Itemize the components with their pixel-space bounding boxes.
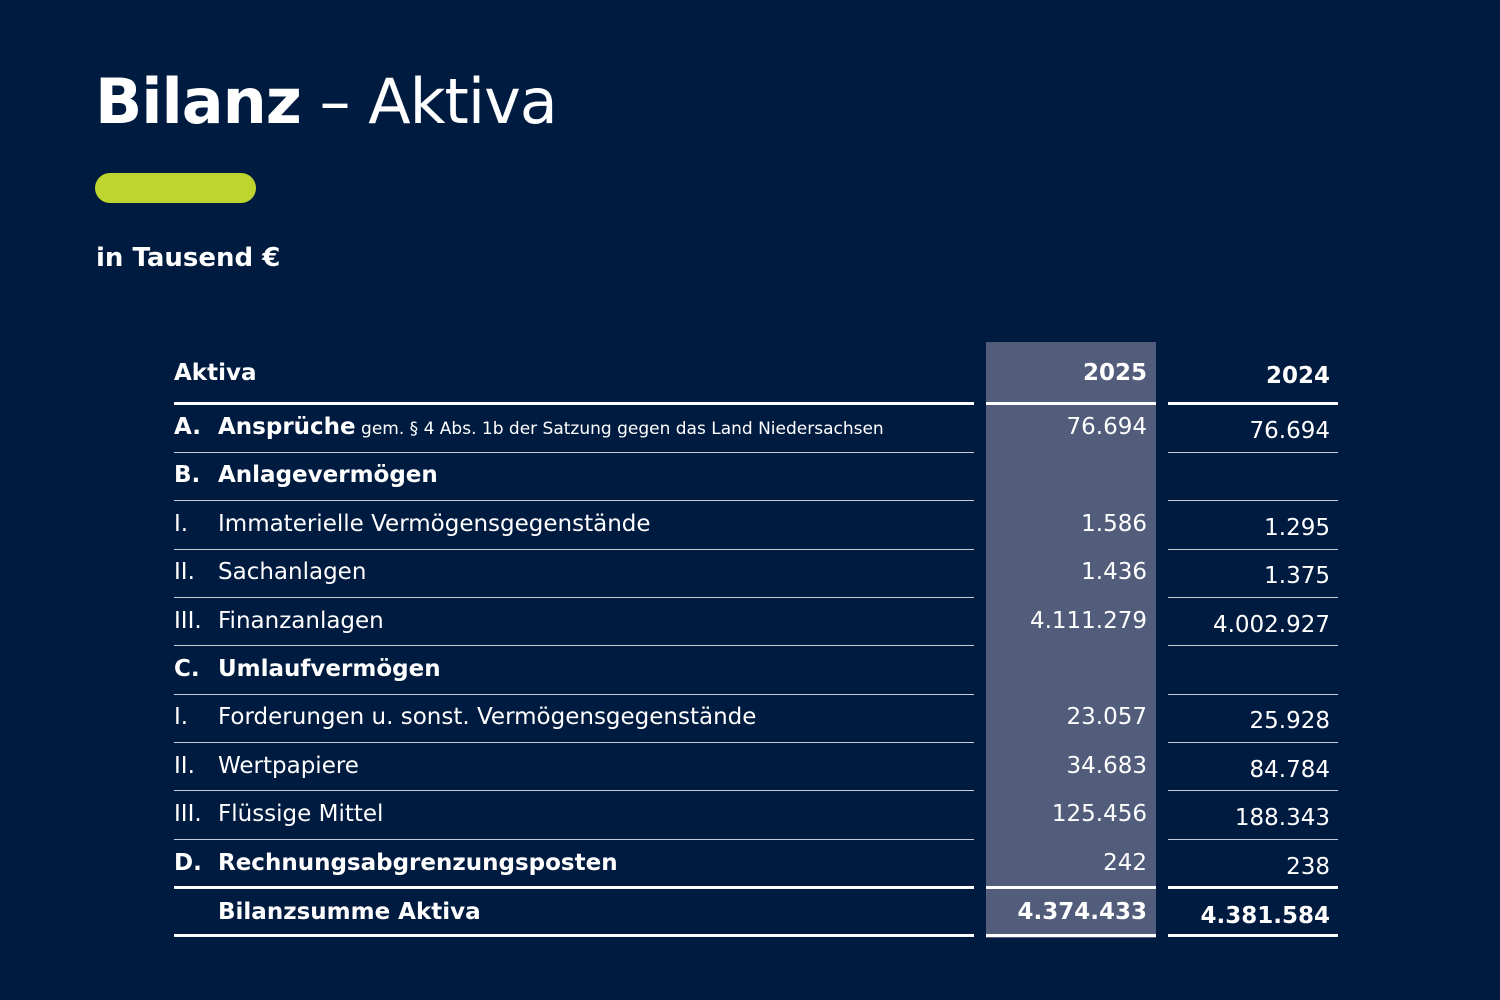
row-divider xyxy=(174,645,974,646)
value-2025: 125.456 xyxy=(1051,801,1147,827)
row-number: C. xyxy=(174,656,200,682)
row-label: Finanzanlagen xyxy=(218,608,384,634)
row-number: II. xyxy=(174,559,195,585)
value-2024: 4.002.927 xyxy=(1212,612,1330,638)
row-label: Flüssige Mittel xyxy=(218,801,384,827)
value-2025: 1.436 xyxy=(1081,559,1147,585)
row-divider xyxy=(174,839,974,840)
row-divider xyxy=(174,452,974,453)
header-aktiva: Aktiva xyxy=(174,360,257,386)
row-divider xyxy=(1168,549,1338,550)
row-divider xyxy=(174,790,974,791)
page-title xyxy=(95,66,557,138)
bottom-rule xyxy=(986,934,1156,937)
total-rule xyxy=(986,886,1156,889)
header-rule xyxy=(1168,402,1338,405)
title-bold: Bilanz xyxy=(95,65,301,138)
value-2024: 238 xyxy=(1286,854,1330,880)
row-label: Rechnungsabgrenzungsposten xyxy=(218,850,618,876)
row-divider xyxy=(1168,597,1338,598)
row-divider xyxy=(1168,500,1338,501)
row-divider xyxy=(1168,694,1338,695)
row-number: D. xyxy=(174,850,202,876)
row-label: Immaterielle Vermögensgegenstände xyxy=(218,511,651,537)
row-label: Anlagevermögen xyxy=(218,462,438,488)
value-2024: 1.375 xyxy=(1264,563,1330,589)
value-2024: 84.784 xyxy=(1249,757,1330,783)
row-label: Umlaufvermögen xyxy=(218,656,441,682)
value-2025: 23.057 xyxy=(1066,704,1147,730)
row-divider xyxy=(1168,839,1338,840)
total-2024: 4.381.584 xyxy=(1200,903,1330,929)
row-divider xyxy=(174,742,974,743)
bottom-rule xyxy=(1168,934,1338,937)
accent-bar xyxy=(95,173,256,203)
row-label-suffix: gem. § 4 Abs. 1b der Satzung gegen das Land Niedersachsen xyxy=(355,419,884,439)
value-2024: 1.295 xyxy=(1264,515,1330,541)
value-2025: 76.694 xyxy=(1066,414,1147,440)
row-divider xyxy=(1168,452,1338,453)
row-divider xyxy=(1168,645,1338,646)
row-label: Wertpapiere xyxy=(218,753,359,779)
row-number: I. xyxy=(174,704,189,730)
title-rest: – Aktiva xyxy=(300,65,557,138)
row-number: I. xyxy=(174,511,189,537)
value-2025: 242 xyxy=(1103,850,1147,876)
row-divider xyxy=(174,597,974,598)
value-2024: 188.343 xyxy=(1234,805,1330,831)
row-label: Forderungen u. sonst. Vermögensgegenstände xyxy=(218,704,757,730)
row-number: III. xyxy=(174,801,202,827)
total-2025: 4.374.433 xyxy=(1017,899,1147,925)
row-number: A. xyxy=(174,414,201,440)
bottom-rule xyxy=(174,934,974,937)
row-number: II. xyxy=(174,753,195,779)
row-label: Ansprüche xyxy=(218,414,356,440)
header-rule xyxy=(986,402,1156,405)
header-rule xyxy=(174,402,974,405)
value-2025: 4.111.279 xyxy=(1029,608,1147,634)
row-divider xyxy=(174,500,974,501)
value-2024: 25.928 xyxy=(1249,708,1330,734)
value-2024: 76.694 xyxy=(1249,418,1330,444)
row-label: Bilanzsumme Aktiva xyxy=(218,899,481,925)
header-2025: 2025 xyxy=(1082,360,1147,386)
total-rule xyxy=(1168,886,1338,889)
row-divider xyxy=(1168,742,1338,743)
unit-label: in Tausend € xyxy=(96,243,281,273)
total-rule xyxy=(174,886,974,889)
header-2024: 2024 xyxy=(1265,363,1330,389)
value-2025: 34.683 xyxy=(1066,753,1147,779)
row-divider xyxy=(1168,790,1338,791)
row-divider xyxy=(174,549,974,550)
row-label: Sachanlagen xyxy=(218,559,367,585)
row-divider xyxy=(174,694,974,695)
row-number: B. xyxy=(174,462,201,488)
row-number: III. xyxy=(174,608,202,634)
value-2025: 1.586 xyxy=(1081,511,1147,537)
